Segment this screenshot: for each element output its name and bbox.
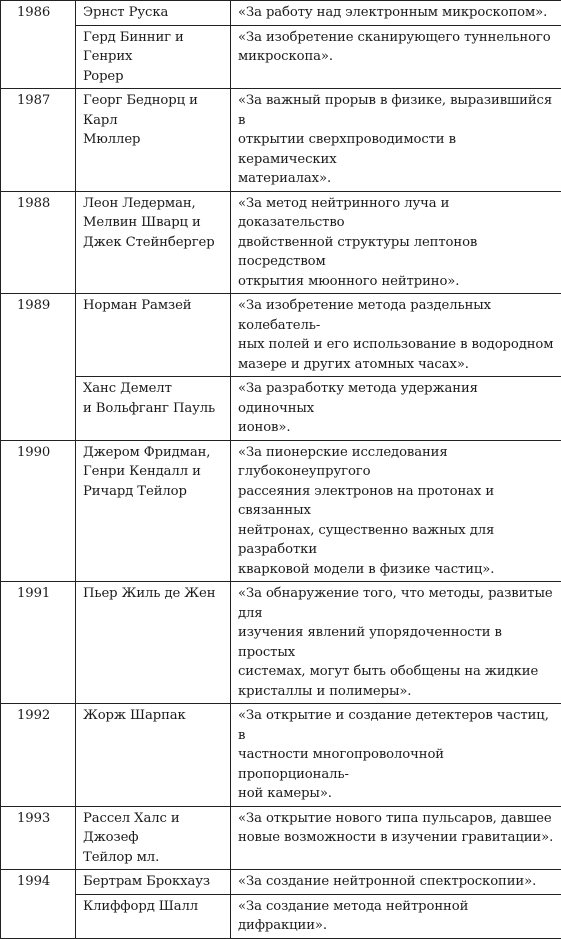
citation-line: «За разработку метода удержания одиночных bbox=[238, 381, 478, 416]
table-row bbox=[1, 89, 561, 192]
citation-line: «За работу над электронным микроскопом». bbox=[238, 5, 547, 20]
citation-cell bbox=[231, 1, 561, 26]
citation-line: системах, могут быть обобщены на жидкие bbox=[238, 664, 538, 679]
citation-cell bbox=[231, 377, 561, 441]
citation-line: открытии сверхпроводимости в керамических bbox=[238, 132, 456, 167]
laureate-line: Рассел Халс и Джозеф bbox=[83, 811, 180, 846]
laureate-line: Тейлор мл. bbox=[83, 850, 159, 865]
citation-line: ионов». bbox=[238, 420, 290, 435]
citation-line: «За пионерские исследования глубоконеупругого bbox=[238, 445, 448, 480]
table-row bbox=[1, 1, 561, 26]
laureate-cell bbox=[76, 25, 231, 89]
laureate-line: Popep bbox=[83, 69, 123, 84]
year-cell: 1991 bbox=[1, 582, 76, 704]
citation-line: мазере и других атомных часах». bbox=[238, 357, 469, 372]
table-row bbox=[1, 294, 561, 377]
laureate-line: Ричард Тейлор bbox=[83, 484, 187, 499]
citation-cell bbox=[231, 806, 561, 870]
citation-line: «За важный прорыв в физике, выразившийся в bbox=[238, 93, 552, 128]
laureate-cell bbox=[76, 89, 231, 192]
year-cell: 1988 bbox=[1, 191, 76, 294]
laureate-line: Клиффорд Шалл bbox=[83, 899, 198, 914]
laureate-cell bbox=[76, 870, 231, 895]
table-row bbox=[1, 191, 561, 294]
table-row bbox=[1, 377, 561, 441]
year-cell: 1986 bbox=[1, 1, 76, 89]
citation-line: рассеяния электронов на протонах и связанных bbox=[238, 484, 494, 519]
table-row bbox=[1, 806, 561, 870]
laureate-line: Эрнст Руска bbox=[83, 5, 168, 20]
laureate-line: Георг Беднорц и Карл bbox=[83, 93, 198, 128]
laureate-line: Жорж Шарпак bbox=[83, 708, 186, 723]
laureate-cell bbox=[76, 377, 231, 441]
citation-line: «За открытие и создание детектеров частиц, в bbox=[238, 708, 549, 743]
year-cell: 1992 bbox=[1, 704, 76, 807]
year-cell: 1987 bbox=[1, 89, 76, 192]
citation-cell bbox=[231, 870, 561, 895]
laureate-line: Бертрам Брокхауз bbox=[83, 874, 210, 889]
laureate-cell bbox=[76, 806, 231, 870]
laureate-line: Мелвин Шварц и bbox=[83, 215, 201, 230]
table-row bbox=[1, 704, 561, 807]
citation-line: новые возможности в изучении гравитации». bbox=[238, 830, 553, 845]
table-row bbox=[1, 582, 561, 704]
citation-cell bbox=[231, 894, 561, 938]
laureate-line: Генри Кендалл и bbox=[83, 464, 201, 479]
laureate-cell bbox=[76, 440, 231, 582]
laureate-line: Джек Стейнбергер bbox=[83, 235, 215, 250]
citation-cell bbox=[231, 25, 561, 89]
table-row bbox=[1, 440, 561, 582]
citation-cell bbox=[231, 89, 561, 192]
citation-cell bbox=[231, 294, 561, 377]
laureate-cell bbox=[76, 894, 231, 938]
citation-line: «За метод нейтринного луча и доказательство bbox=[238, 196, 449, 231]
laureate-cell bbox=[76, 582, 231, 704]
citation-line: «За создание нейтронной спектроскопии». bbox=[238, 874, 536, 889]
laureate-cell bbox=[76, 1, 231, 26]
citation-cell bbox=[231, 440, 561, 582]
citation-line: открытия мюонного нейтрино». bbox=[238, 274, 459, 289]
citation-line: «За создание метода нейтронной дифракции». bbox=[238, 899, 468, 934]
citation-line: нейтронах, существенно важных для разработки bbox=[238, 523, 494, 558]
laureate-line: Норман Рамзей bbox=[83, 298, 191, 313]
year-cell: 1994 bbox=[1, 870, 76, 939]
table-row bbox=[1, 25, 561, 89]
table-row bbox=[1, 894, 561, 938]
citation-line: ных полей и его использование в водородном bbox=[238, 337, 553, 352]
citation-cell bbox=[231, 582, 561, 704]
laureate-line: Леон Ледерман, bbox=[83, 196, 196, 211]
citation-line: материалах». bbox=[238, 171, 331, 186]
laureate-line: Пьер Жиль де Жен bbox=[83, 586, 215, 601]
citation-line: «За обнаружение того, что методы, развитые для bbox=[238, 586, 553, 621]
laureate-line: Мюллер bbox=[83, 132, 140, 147]
citation-line: кристаллы и полимеры». bbox=[238, 684, 411, 699]
citation-cell bbox=[231, 704, 561, 807]
citation-line: кварковой модели в физике частиц». bbox=[238, 562, 494, 577]
citation-cell bbox=[231, 191, 561, 294]
year-cell: 1989 bbox=[1, 294, 76, 441]
laureate-cell bbox=[76, 294, 231, 377]
citation-line: «За изобретение метода раздельных колебатель- bbox=[238, 298, 491, 333]
citation-line: «За открытие нового типа пульсаров, давшее bbox=[238, 811, 552, 826]
laureate-line: Джером Фридман, bbox=[83, 445, 210, 460]
year-cell: 1993 bbox=[1, 806, 76, 870]
table-body bbox=[1, 1, 561, 939]
laureate-cell bbox=[76, 191, 231, 294]
table-row bbox=[1, 870, 561, 895]
citation-line: частности многопроволочной пропорциональ- bbox=[238, 747, 444, 782]
citation-line: ной камеры». bbox=[238, 786, 332, 801]
laureate-cell bbox=[76, 704, 231, 807]
laureate-line: Ханс Демелт bbox=[83, 381, 172, 396]
citation-line: «За изобретение сканирующего туннельного bbox=[238, 30, 551, 45]
citation-line: изучения явлений упорядоченности в простых bbox=[238, 625, 502, 660]
laureate-line: Герд Бинниг и Генрих bbox=[83, 30, 184, 65]
laureate-line: и Вольфганг Пауль bbox=[83, 401, 215, 416]
citation-line: двойственной структуры лептонов посредством bbox=[238, 235, 477, 270]
year-cell: 1990 bbox=[1, 440, 76, 582]
citation-line: микроскопа». bbox=[238, 49, 333, 64]
